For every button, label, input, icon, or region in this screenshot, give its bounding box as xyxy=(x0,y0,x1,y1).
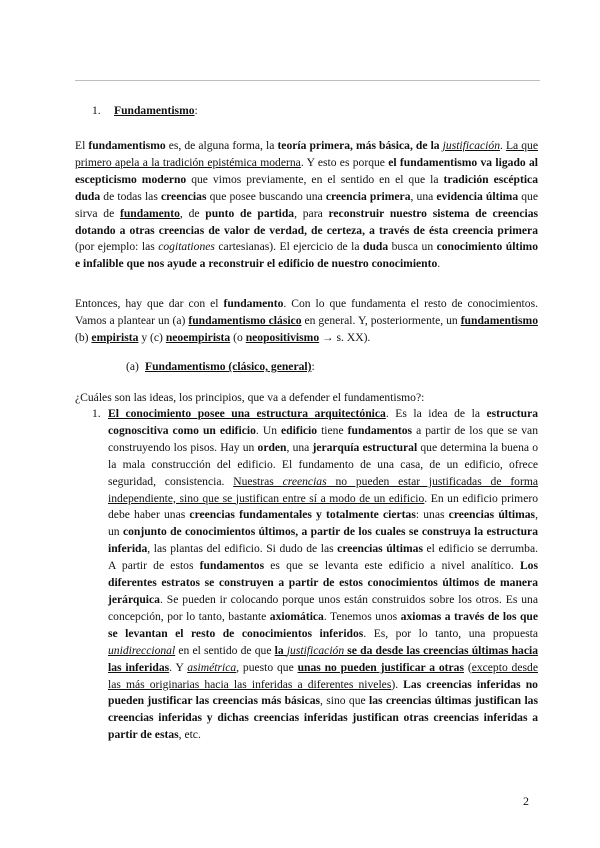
text-run: . Y xyxy=(169,660,188,674)
text-run: creencias xyxy=(160,189,207,203)
text-run: . Se pueden ir colocando porque unos están construidos sobre los otros. Es una concepción, por lo tanto, bastante xyxy=(108,592,538,623)
text-run: unas no pueden justificar a otras xyxy=(297,660,464,674)
text-run: tiene xyxy=(317,423,348,437)
text-run: → s. XX). xyxy=(319,330,371,344)
section-number: 1. xyxy=(92,104,101,117)
text-run: , una xyxy=(286,440,313,454)
text-run: fundamentismo xyxy=(88,139,166,152)
text-run: en general. Y, posteriormente, un xyxy=(301,313,461,327)
text-run: , las plantas del edificio. Si dudo de las xyxy=(147,542,338,556)
text-run: a partir de los que se van construyendo los pisos. Hay un xyxy=(108,423,539,454)
text-run: creencias fundamentales y totalmente ciertas xyxy=(189,508,416,522)
text-run: creencias xyxy=(282,474,327,488)
text-run: el fundamentismo va ligado al escepticismo moderno xyxy=(75,155,539,186)
text-run: en el sentido de que xyxy=(175,643,275,657)
text-run: fundamentos xyxy=(199,559,265,573)
text-run: . Es, por lo tanto, una propuesta xyxy=(363,626,538,640)
subsection-title: Fundamentismo (clásico, general) xyxy=(145,360,312,373)
subsection-heading: (a) Fundamentismo (clásico, general): xyxy=(126,359,315,376)
text-run: que vimos previamente, en el sentido en el que la xyxy=(186,172,444,186)
text-run: empirista xyxy=(91,330,139,344)
text-run: . xyxy=(437,257,441,271)
text-run: . Tenemos unos xyxy=(323,609,401,623)
question-line: ¿Cuáles son las ideas, los principios, que va a defender el fundamentismo?: xyxy=(75,391,425,404)
text-run: , sino que xyxy=(320,694,370,708)
subsection-marker: (a) xyxy=(126,360,139,373)
text-run: , etc. xyxy=(178,728,201,742)
text-run: conocimiento último e infalible que nos ayude a reconstruir el edificio de nuestro conocimiento xyxy=(75,240,538,271)
text-run: que determina la buena o la mala construcción del edificio. El fundamento de una casa, de un edificio, ofrece seguridad, consistencia. xyxy=(108,440,538,488)
text-run: orden xyxy=(257,440,287,454)
text-run: se da desde las creencias últimas hacia las inferidas xyxy=(108,643,539,674)
page-number: 2 xyxy=(523,794,529,808)
text-run: estructura cognoscitiva como un edificio xyxy=(108,407,539,437)
header-rule xyxy=(75,80,540,81)
text-run: de todas las xyxy=(100,189,161,203)
text-run: edificio xyxy=(281,423,318,437)
second-paragraph xyxy=(75,296,538,347)
text-run: es que se levanta este edificio a nivel analítico. xyxy=(264,559,520,573)
text-run: La que primero apela a la tradición epistémica moderna xyxy=(75,139,539,169)
text-run: ( xyxy=(464,660,472,674)
text-run: busca un xyxy=(388,240,437,254)
text-run: teoría primera, más básica, de la xyxy=(277,139,440,152)
text-run: creencias últimas xyxy=(337,542,423,556)
section-title: Fundamentismo xyxy=(114,104,195,117)
text-run: (b) xyxy=(75,330,92,344)
text-run: . En un edificio primero debe haber unas xyxy=(108,491,538,522)
text-run: jerarquía estructural xyxy=(312,440,418,454)
text-run: , de xyxy=(179,206,206,220)
text-run: neoempirista xyxy=(165,330,231,344)
text-run: El xyxy=(75,139,89,152)
text-run: cogitationes xyxy=(158,240,215,254)
text-run: axiomas a través de los que se levantan el resto de conocimientos inferidos xyxy=(108,609,539,640)
list-item-number: 1. xyxy=(92,407,101,420)
text-run: Las creencias inferidas no pueden justificar las creencias más básicas xyxy=(108,677,538,708)
text-run: justificación xyxy=(286,643,345,657)
text-run: , un xyxy=(108,508,538,539)
section-heading: 1. Fundamentismo: xyxy=(92,103,198,120)
intro-paragraph xyxy=(75,138,538,273)
text-run: . Y esto es porque xyxy=(300,155,389,169)
principles-list xyxy=(75,406,538,744)
text-run: unidireccional xyxy=(108,643,176,657)
text-run: la xyxy=(274,643,287,657)
text-run: y (c) xyxy=(138,330,166,344)
text-run: que posee buscando una xyxy=(206,189,326,203)
text-run: (o xyxy=(230,330,246,344)
text-run: reconstruir nuestro sistema de creencias dotando a otras creencias de valor de verdad, de certeza, a través de ésta creencia primera xyxy=(75,206,539,237)
text-run: (por ejemplo: las xyxy=(75,240,159,254)
text-run: justificación xyxy=(442,139,500,152)
text-run: que sirva de xyxy=(75,189,538,220)
text-run: creencias últimas xyxy=(448,508,536,522)
text-run: , una xyxy=(410,189,437,203)
text-run: . xyxy=(500,139,506,152)
text-run: excepto desde las más originarias hacia las inferidas a diferentes niveles xyxy=(108,660,538,691)
text-run: fundamentos xyxy=(347,423,413,437)
text-run: . Con lo que fundamenta el resto de conocimientos. Vamos a plantear un (a) xyxy=(75,297,538,327)
text-run: Nuestras xyxy=(233,474,283,488)
text-run: tradición escéptica duda xyxy=(75,172,538,203)
list-item-text xyxy=(108,406,538,744)
text-run: , para xyxy=(294,206,329,220)
text-run: punto de partida xyxy=(205,206,295,220)
text-run: fundamento xyxy=(223,297,284,310)
text-run: . Un xyxy=(255,423,282,437)
text-run: fundamentismo xyxy=(460,313,538,327)
text-run: Los diferentes estratos se construyen a partir de estos conocimientos últimos de manera jerárquica xyxy=(108,559,538,606)
text-run: : unas xyxy=(415,508,449,522)
text-run: el edificio se derrumba. A partir de estos xyxy=(108,542,538,573)
text-run: asimétrica xyxy=(187,660,237,674)
text-run: evidencia última xyxy=(436,189,519,203)
text-run: conjunto de conocimientos últimos, a partir de los cuales se construya la estructura inferida xyxy=(108,525,538,556)
text-run: es, de alguna forma, la xyxy=(165,139,278,152)
text-run: creencia primera xyxy=(325,189,411,203)
text-run: fundamentismo clásico xyxy=(188,313,302,327)
list-item xyxy=(75,406,538,744)
text-run: , puesto que xyxy=(236,660,298,674)
text-run: ). xyxy=(391,677,404,691)
text-run: no pueden estar justificadas de forma independiente, sino que se justifican entre sí a modo de un edificio xyxy=(108,474,538,505)
text-run: . Es la idea de la xyxy=(385,407,487,420)
text-run: El conocimiento posee una estructura arquitectónica xyxy=(108,407,386,420)
text-run: duda xyxy=(363,240,389,254)
text-run: fundamento xyxy=(120,206,180,220)
text-run: axiomática xyxy=(269,609,324,623)
text-run: Entonces, hay que dar con el xyxy=(75,297,224,310)
text-run: cartesianas). El ejercicio de la xyxy=(214,240,363,254)
text-run: neopositivismo xyxy=(245,330,320,344)
text-run: las creencias últimas justifican las creencias inferidas y dichas creencias inferidas justifican otras creencias inferidas a partir de estas xyxy=(108,694,538,742)
